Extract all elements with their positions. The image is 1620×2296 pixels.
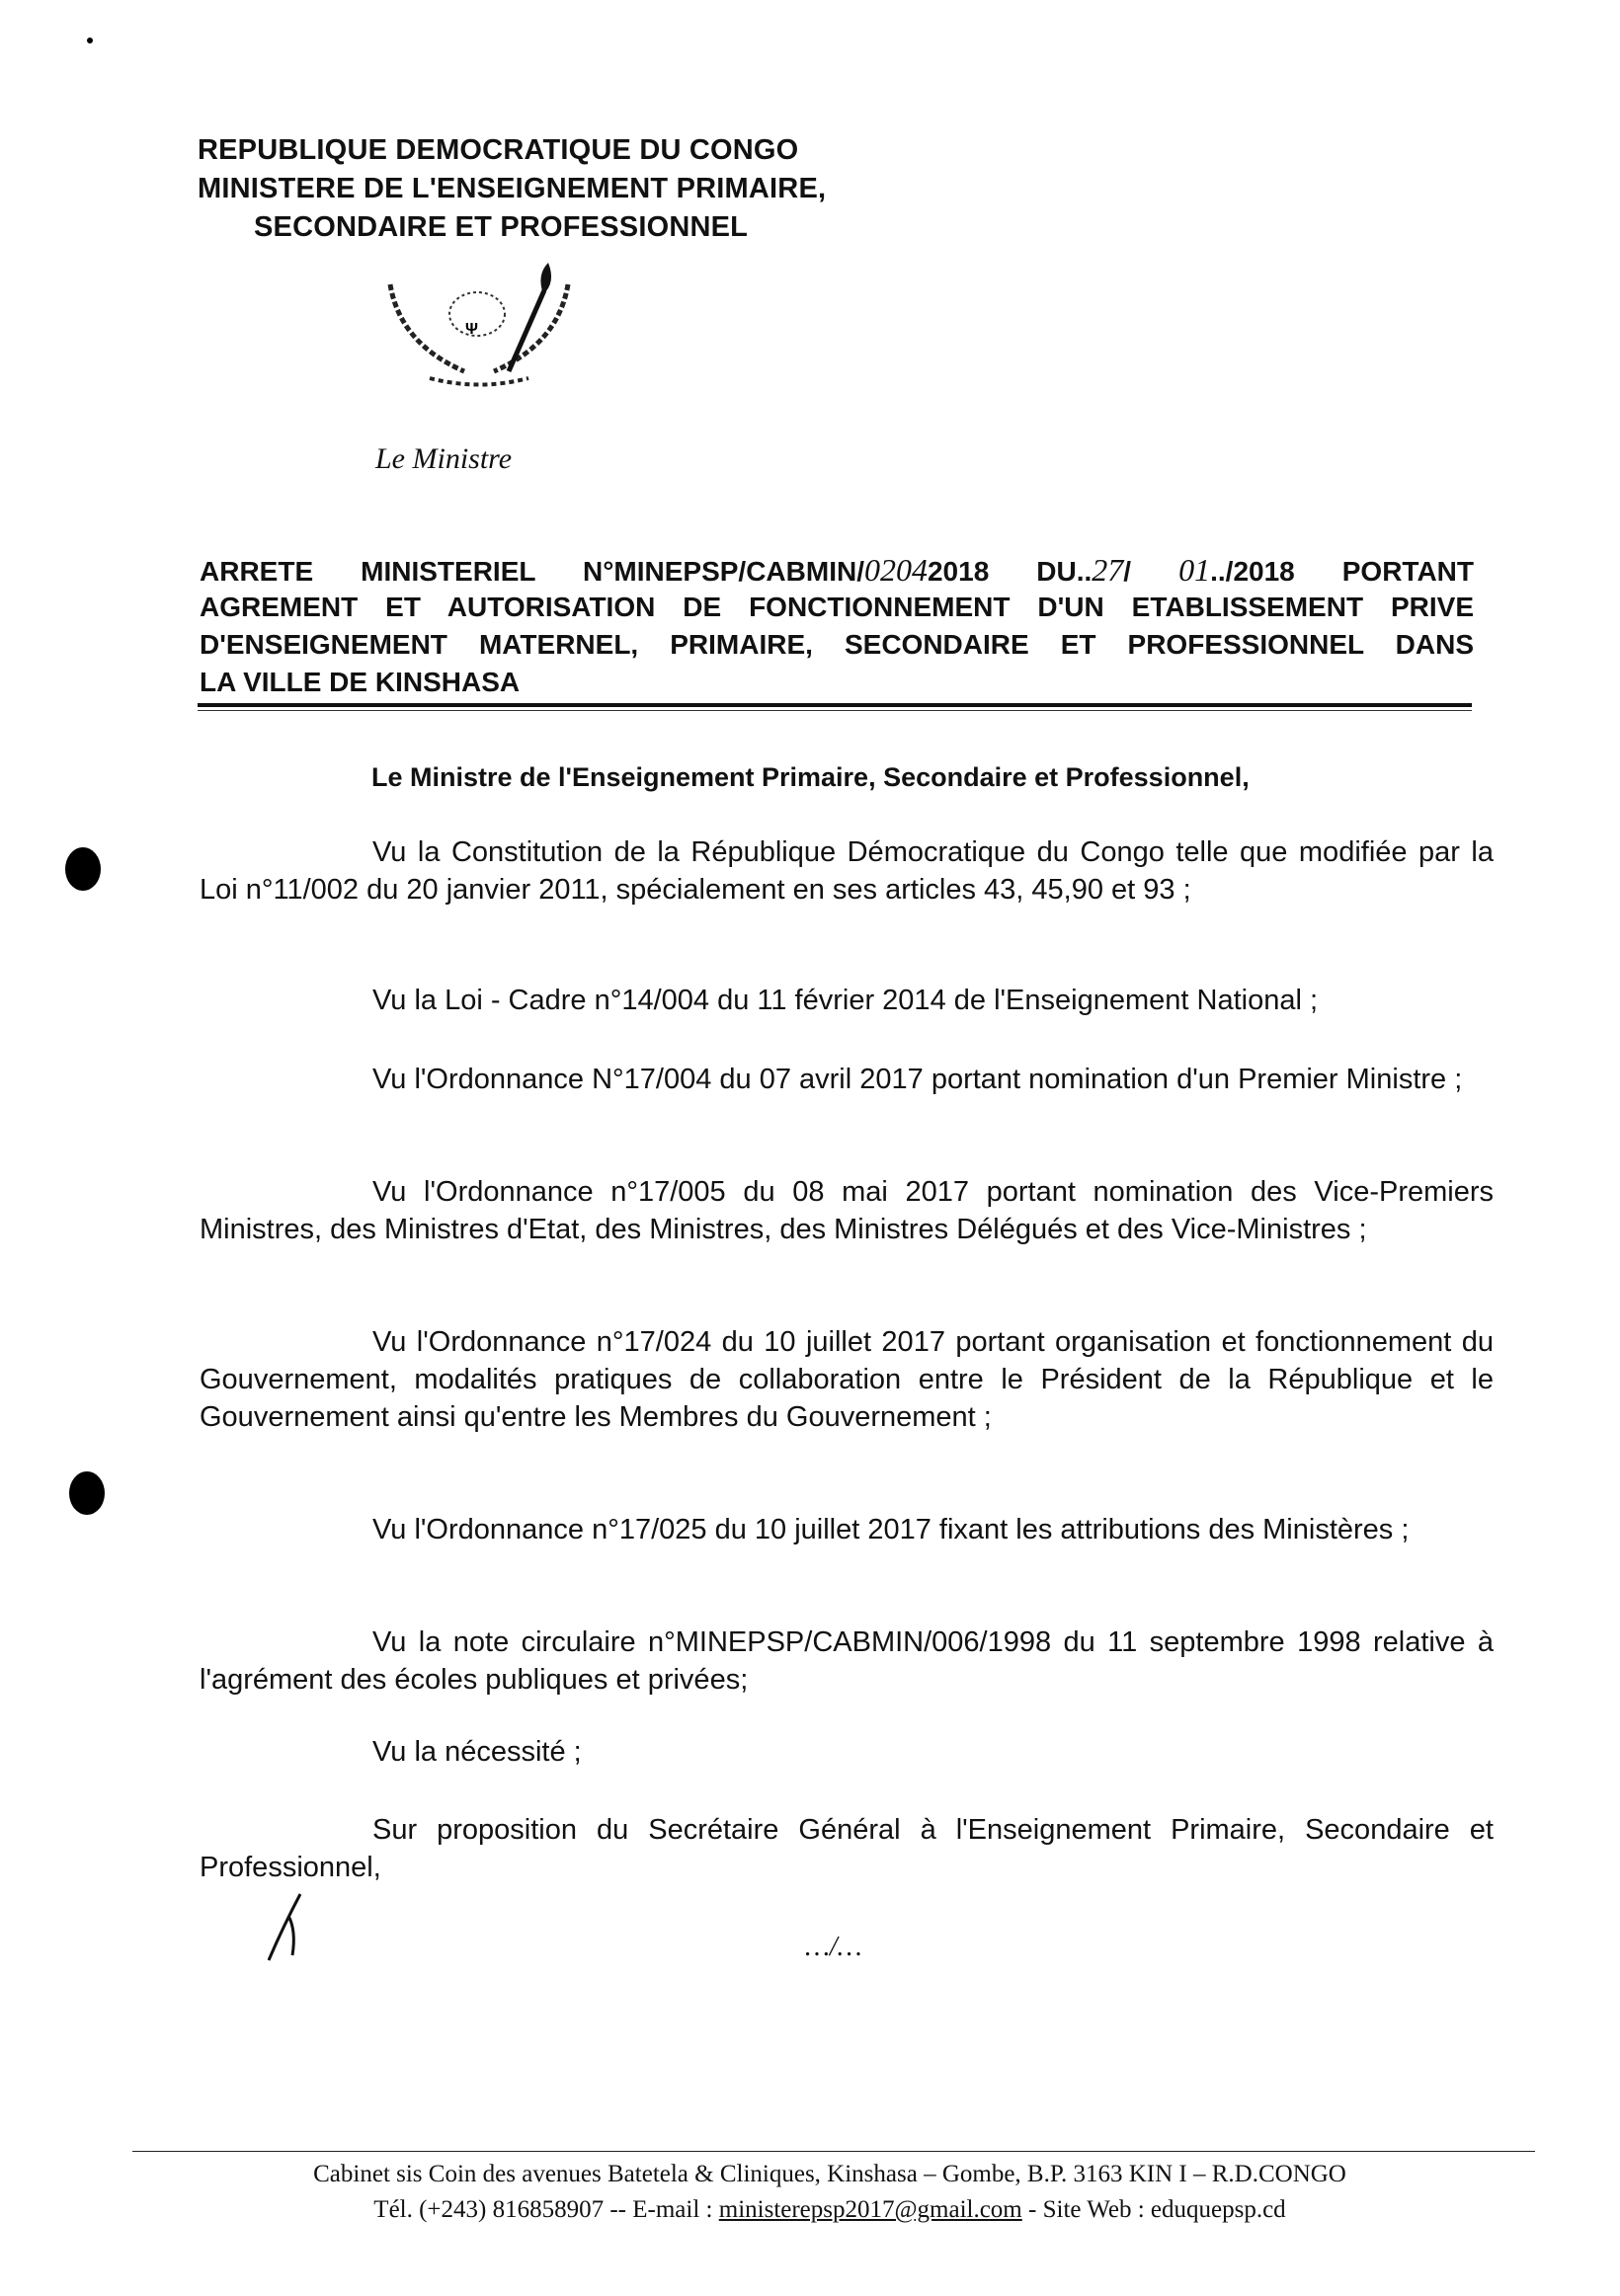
punch-hole bbox=[65, 847, 101, 891]
footer-website: - Site Web : eduquepsp.cd bbox=[1021, 2196, 1286, 2223]
arrete-title-line1 bbox=[200, 551, 1474, 591]
footer-address: Cabinet sis Coin des avenues Batetela & Cliniques, Kinshasa – Gombe, B.P. 3163 KIN I – R.D.CONGO bbox=[313, 2161, 1346, 2187]
paragraph-text: Vu l'Ordonnance n°17/005 du 08 mai 2017 portant nomination des Vice-Premiers Ministres, des Ministres d'Etat, des Ministres, des Ministres Délégués et des Vice-Ministres ; bbox=[200, 1176, 1494, 1245]
title-underline bbox=[198, 703, 1472, 707]
country-name: REPUBLIQUE DEMOCRATIQUE DU CONGO bbox=[198, 134, 799, 166]
paragraph-ordonnance-attributions bbox=[200, 1511, 1494, 1548]
paragraph-text: Vu l'Ordonnance n°17/025 du 10 juillet 2017 fixant les attributions des Ministères ; bbox=[372, 1514, 1410, 1545]
footer-contact bbox=[128, 2196, 1531, 2224]
paragraph-text: Sur proposition du Secrétaire Général à l'Enseignement Primaire, Secondaire et Professionnel, bbox=[200, 1814, 1494, 1883]
footer-tel: Tél. (+243) 816858907 -- E-mail : bbox=[373, 2196, 719, 2223]
paragraph-note-circulaire bbox=[200, 1623, 1494, 1699]
paragraph-ordonnance-gouvernement bbox=[200, 1323, 1494, 1436]
svg-text:Ψ: Ψ bbox=[465, 321, 478, 338]
arrete-year-portant: ../2018 PORTANT bbox=[1210, 556, 1475, 587]
paragraph-necessite: Vu la nécessité ; bbox=[372, 1736, 582, 1768]
arrete-year: 2018 DU.. bbox=[927, 556, 1093, 587]
footer-divider bbox=[132, 2151, 1535, 2152]
handwritten-number: 0204 bbox=[863, 552, 928, 588]
coat-of-arms-icon bbox=[370, 255, 588, 398]
paragraph-ordonnance-vice-premiers bbox=[200, 1173, 1494, 1248]
handwritten-day: 27 bbox=[1092, 552, 1124, 588]
ministry-name: MINISTERE DE L'ENSEIGNEMENT PRIMAIRE, bbox=[198, 173, 827, 204]
punch-hole bbox=[69, 1471, 105, 1515]
paragraph-constitution bbox=[200, 833, 1494, 909]
minister-title: Le Ministre bbox=[375, 442, 513, 475]
paragraph-text: Vu la Constitution de la République Démocratique du Congo telle que modifiée par la Loi n°11/002 du 20 janvier 2011, spécialement en ses articles 43, 45,90 et 93 ; bbox=[200, 836, 1494, 906]
arrete-title-line3: D'ENSEIGNEMENT MATERNEL, PRIMAIRE, SECONDAIRE ET PROFESSIONNEL DANS bbox=[200, 629, 1474, 660]
paragraph-text: Vu l'Ordonnance n°17/024 du 10 juillet 2017 portant organisation et fonctionnement du Gouvernement, modalités pratiques de collaboration entre le Président de la République et le Gouvernement ainsi qu'entre les Membres du Gouvernement ; bbox=[200, 1326, 1494, 1433]
paragraph-text: Vu la note circulaire n°MINEPSP/CABMIN/006/1998 du 11 septembre 1998 relative à l'agrément des écoles publiques et privées; bbox=[200, 1626, 1494, 1696]
title-underline-thin bbox=[198, 710, 1472, 711]
arrete-title-line4: LA VILLE DE KINSHASA bbox=[200, 667, 521, 697]
continuation-mark: …/… bbox=[805, 1932, 862, 1962]
arrete-prefix: ARRETE MINISTERIEL N°MINEPSP/CABMIN/ bbox=[200, 556, 864, 587]
paragraph-proposition bbox=[200, 1811, 1494, 1886]
date-separator: / bbox=[1123, 556, 1179, 587]
minister-intro: Le Ministre de l'Enseignement Primaire, Secondaire et Professionnel, bbox=[371, 762, 1250, 792]
arrete-title-line2: AGREMENT ET AUTORISATION DE FONCTIONNEMENT D'UN ETABLISSEMENT PRIVE bbox=[200, 592, 1474, 622]
initials-signature bbox=[259, 1886, 318, 1970]
footer-email-link[interactable]: ministerepsp2017@gmail.com bbox=[718, 2196, 1022, 2223]
scan-speck bbox=[87, 38, 93, 43]
handwritten-month: 01 bbox=[1178, 552, 1211, 588]
paragraph-ordonnance-premier-ministre bbox=[200, 1061, 1494, 1098]
ministry-name-cont: SECONDAIRE ET PROFESSIONNEL bbox=[254, 211, 749, 243]
paragraph-text: Vu l'Ordonnance N°17/004 du 07 avril 2017 portant nomination d'un Premier Ministre ; bbox=[372, 1064, 1463, 1095]
paragraph-loi-cadre: Vu la Loi - Cadre n°14/004 du 11 février 2014 de l'Enseignement National ; bbox=[372, 985, 1319, 1016]
